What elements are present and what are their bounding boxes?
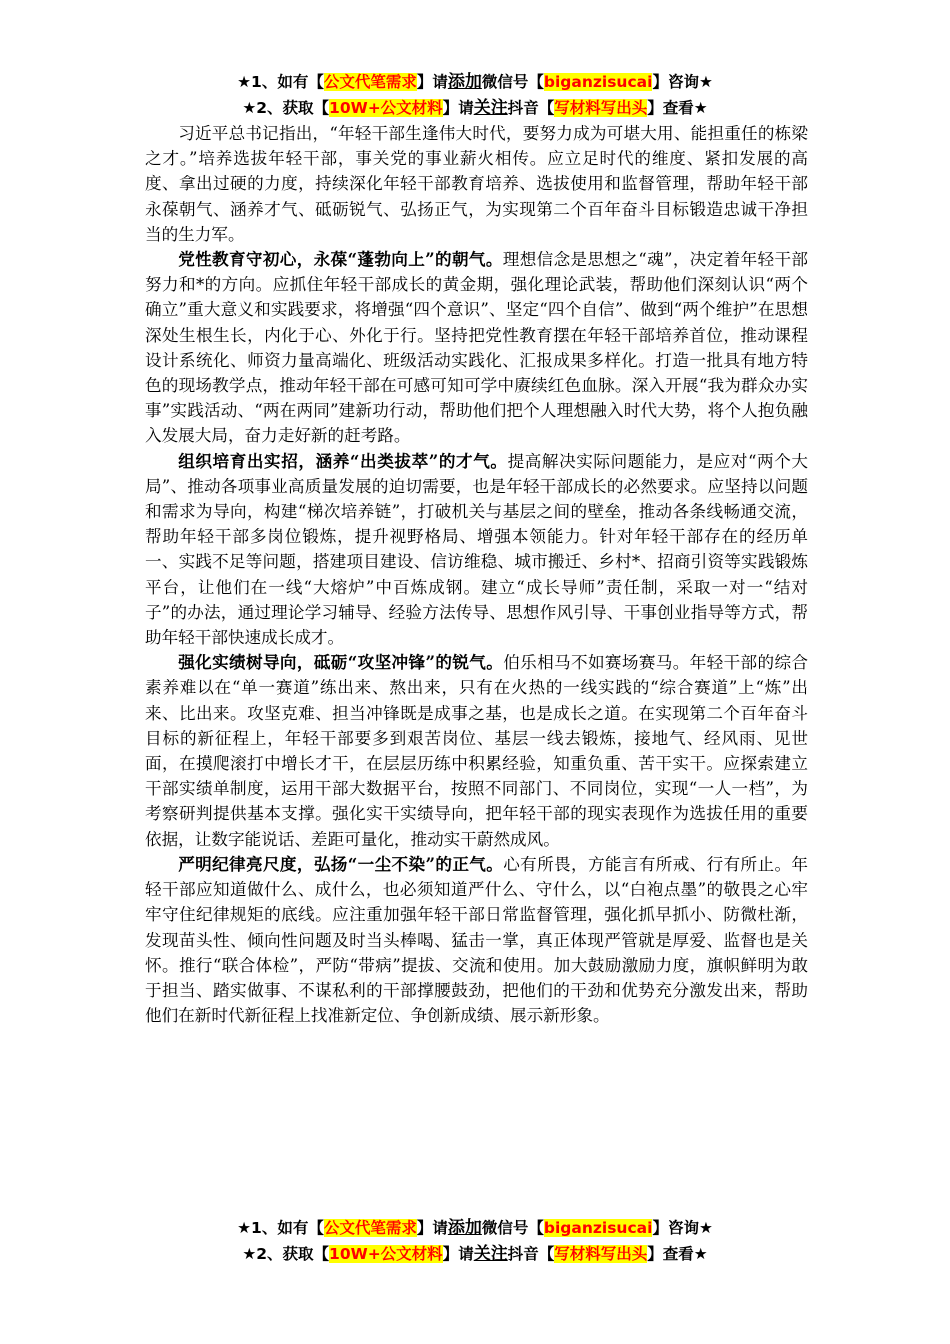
promo-emphasis: 添加 xyxy=(447,72,482,92)
promo-text: 】查看★ xyxy=(647,1245,708,1263)
top-promo-banner xyxy=(0,69,950,121)
promo-text: 】请 xyxy=(416,1219,448,1237)
promo-text: 】咨询★ xyxy=(652,73,713,91)
promo-emphasis: 关注 xyxy=(473,98,508,118)
section-paragraph-1 xyxy=(145,247,808,449)
promo-highlight: 10W+公文材料 xyxy=(329,1245,443,1263)
paragraph-heading: 组织培育出实招，涵养“出类拔萃”的才气。 xyxy=(178,450,508,471)
promo-text: ★1、如有【 xyxy=(237,73,324,91)
paragraph-heading: 强化实绩树导向，砥砺“攻坚冲锋”的锐气。 xyxy=(178,652,504,673)
promo-text: ★2、获取【 xyxy=(242,99,330,117)
promo-wechat-id: biganzisucai xyxy=(543,1219,653,1237)
promo-text: 】查看★ xyxy=(647,99,708,117)
promo-text: 】请 xyxy=(442,1245,474,1263)
promo-account: 写材料写出头 xyxy=(554,1245,648,1263)
paragraph-text: 伯乐相马不如赛场赛马。年轻干部的综合素养难以在“单一赛道”练出来、熬出来，只有在火热的一线实践的“综合赛道”上“炼”出来、比出来。攻坚克难、担当冲锋既是成事之基，也是成长之道。在实现第二个百年奋斗目标的新征程上，年轻干部要多到艰苦岗位、基层一线去锻炼，接地气、经风雨、见世面，在摸爬滚打中增长才干，在层层历练中积累经验，知重负重、苦干实干。应探索建立干部实绩单制度，运用干部大数据平台，按照不同部门、不同岗位，实现“一人一档”，为考察研判提供基本支撑。强化实干实绩导向，把年轻干部的现实表现作为选拔任用的重要依据，让数字能说话、差距可量化，推动实干蔚然成风。 xyxy=(145,653,809,849)
promo-text: 】请 xyxy=(442,99,474,117)
section-paragraph-3 xyxy=(145,650,808,852)
paragraph-text: 习近平总书记指出，“年轻干部生逢伟大时代，要努力成为可堪大用、能担重任的栋梁之才。”培养选拔年轻干部，事关党的事业薪火相传。应立足时代的维度、紧扣发展的高度、拿出过硬的力度，持续深化年轻干部教育培养、选拔使用和监督管理，帮助年轻干部永葆朝气、涵养才气、砥砺锐气、弘扬正气，为实现第二个百年奋斗目标锻造忠诚干净担当的生力军。 xyxy=(145,124,808,244)
bottom-promo-banner xyxy=(0,1215,950,1267)
paragraph-heading: 党性教育守初心，永葆“蓬勃向上”的朝气。 xyxy=(178,249,503,270)
promo-text: 抖音【 xyxy=(507,99,555,117)
promo-emphasis: 添加 xyxy=(447,1218,482,1238)
section-paragraph-4 xyxy=(145,852,808,1028)
promo-wechat-id: biganzisucai xyxy=(543,73,653,91)
promo-text: 微信号【 xyxy=(481,73,544,91)
promo-text: 】请 xyxy=(416,73,448,91)
intro-paragraph xyxy=(145,121,808,247)
promo-text: ★1、如有【 xyxy=(237,1219,324,1237)
promo-line-2 xyxy=(0,95,950,121)
promo-highlight: 10W+公文材料 xyxy=(329,99,443,117)
promo-line-2 xyxy=(0,1241,950,1267)
article-body xyxy=(145,121,808,1028)
paragraph-heading: 严明纪律亮尺度，弘扬“一尘不染”的正气。 xyxy=(178,853,504,874)
promo-text: 】咨询★ xyxy=(652,1219,713,1237)
section-paragraph-2 xyxy=(145,449,808,651)
promo-line-1 xyxy=(0,1215,950,1241)
promo-highlight: 公文代笔需求 xyxy=(323,1219,417,1237)
promo-emphasis: 关注 xyxy=(473,1244,508,1264)
paragraph-text: 理想信念是思想之“魂”，决定着年轻干部努力和*的方向。应抓住年轻干部成长的黄金期，强化理论武装，帮助他们深刻认识“两个确立”重大意义和实践要求，将增强“四个意识”、坚定“四个自信”、做到“两个维护”在思想深处生根生长，内化于心、外化于行。坚持把党性教育摆在年轻干部培养首位，推动课程设计系统化、师资力量高端化、班级活动实践化、汇报成果多样化。打造一批具有地方特色的现场教学点，推动年轻干部在可感可知可学中赓续红色血脉。深入开展“我为群众办实事”实践活动、“两在两同”建新功行动，帮助他们把个人理想融入时代大势，将个人抱负融入发展大局，奋力走好新的赶考路。 xyxy=(145,250,808,446)
promo-text: 抖音【 xyxy=(507,1245,555,1263)
paragraph-text: 提高解决实际问题能力，是应对“两个大局”、推动各项事业高质量发展的迫切需要，也是年轻干部成长的必然要求。应坚持以问题和需求为导向，构建“梯次培养链”，打破机关与基层之间的壁垒，推动各条线畅通交流，帮助年轻干部多岗位锻炼，提升视野格局、增强本领能力。针对年轻干部存在的经历单一、实践不足等问题，搭建项目建设、信访维稳、城市搬迁、乡村*、招商引资等实践锻炼平台，让他们在一线“大熔炉”中百炼成钢。建立“成长导师”责任制，采取一对一“结对子”的办法，通过理论学习辅导、经验方法传导、思想作风引导、干事创业指导等方式，帮助年轻干部快速成长成才。 xyxy=(145,451,808,648)
promo-line-1 xyxy=(0,69,950,95)
promo-text: 微信号【 xyxy=(481,1219,544,1237)
promo-highlight: 公文代笔需求 xyxy=(323,73,417,91)
promo-account: 写材料写出头 xyxy=(554,99,648,117)
paragraph-text: 心有所畏，方能言有所戒、行有所止。年轻干部应知道做什么、成什么，也必须知道严什么、守什么，以“白袍点墨”的敬畏之心牢牢守住纪律规矩的底线。应注重加强年轻干部日常监督管理，强化抓早抓小、防微杜渐，发现苗头性、倾向性问题及时当头棒喝、猛击一掌，真正体现严管就是厚爱、监督也是关怀。推行“联合体检”，严防“带病”提拔、交流和使用。加大鼓励激励力度，旗帜鲜明为敢于担当、踏实做事、不谋私利的干部撑腰鼓劲，把他们的干劲和优势充分激发出来，帮助他们在新时代新征程上找准新定位、争创新成绩、展示新形象。 xyxy=(145,854,809,1026)
promo-text: ★2、获取【 xyxy=(242,1245,330,1263)
